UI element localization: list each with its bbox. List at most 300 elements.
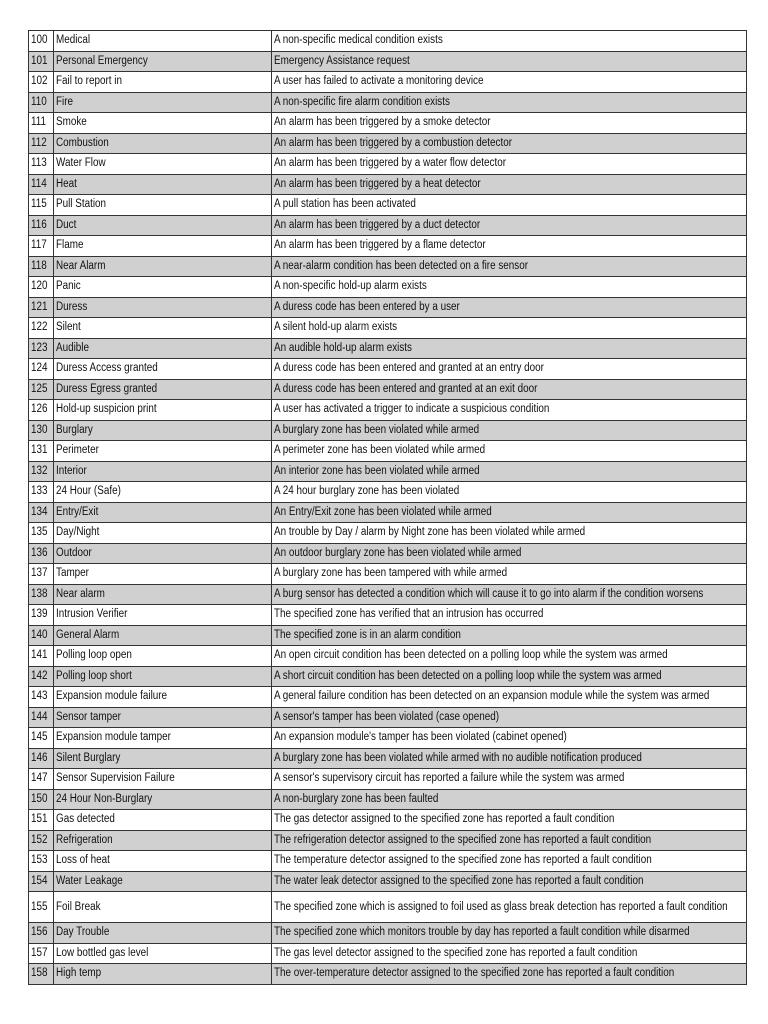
- table-row: [29, 830, 747, 851]
- description-cell: [272, 666, 747, 687]
- event-name-cell: [54, 923, 272, 944]
- event-name-cell: [54, 297, 272, 318]
- table-row: [29, 51, 747, 72]
- description-text: An alarm has been triggered by a water flow detector: [274, 157, 506, 170]
- table-row: [29, 964, 747, 985]
- code-cell: [29, 543, 54, 564]
- event-name-text: Panic: [56, 280, 81, 293]
- code-text: 143: [31, 690, 48, 703]
- event-name-text: Refrigeration: [56, 833, 113, 846]
- code-text: 142: [31, 669, 48, 682]
- description-cell: [272, 687, 747, 708]
- description-text: An audible hold-up alarm exists: [274, 341, 412, 354]
- code-cell: [29, 277, 54, 298]
- code-text: 145: [31, 731, 48, 744]
- event-name-cell: [54, 964, 272, 985]
- code-text: 157: [31, 946, 48, 959]
- description-cell: [272, 420, 747, 441]
- description-cell: [272, 256, 747, 277]
- code-cell: [29, 215, 54, 236]
- event-name-text: Smoke: [56, 116, 87, 129]
- event-name-text: Expansion module tamper: [56, 731, 171, 744]
- event-name-cell: [54, 646, 272, 667]
- description-text: An Entry/Exit zone has been violated while armed: [274, 505, 492, 518]
- code-cell: [29, 379, 54, 400]
- description-cell: [272, 789, 747, 810]
- event-name-cell: [54, 605, 272, 626]
- event-name-cell: [54, 256, 272, 277]
- table-row: [29, 318, 747, 339]
- code-text: 124: [31, 362, 48, 375]
- event-name-text: Burglary: [56, 423, 93, 436]
- table-row: [29, 379, 747, 400]
- table-row: [29, 584, 747, 605]
- code-cell: [29, 625, 54, 646]
- event-name-cell: [54, 461, 272, 482]
- description-text: An open circuit condition has been detected on a polling loop while the system was armed: [274, 649, 668, 662]
- code-text: 134: [31, 505, 48, 518]
- table-row: [29, 256, 747, 277]
- table-row: [29, 441, 747, 462]
- event-name-cell: [54, 400, 272, 421]
- description-cell: [272, 51, 747, 72]
- description-cell: [272, 830, 747, 851]
- description-text: The over-temperature detector assigned to the specified zone has reported a fault condition: [274, 967, 675, 980]
- code-cell: [29, 728, 54, 749]
- event-name-text: Day/Night: [56, 526, 100, 539]
- event-name-cell: [54, 769, 272, 790]
- table-row: [29, 923, 747, 944]
- description-cell: [272, 625, 747, 646]
- code-text: 101: [31, 54, 48, 67]
- code-text: 123: [31, 341, 48, 354]
- event-name-cell: [54, 789, 272, 810]
- code-cell: [29, 502, 54, 523]
- event-name-cell: [54, 154, 272, 175]
- event-name-text: 24 Hour Non-Burglary: [56, 792, 153, 805]
- code-text: 156: [31, 926, 48, 939]
- code-cell: [29, 584, 54, 605]
- code-cell: [29, 338, 54, 359]
- description-cell: [272, 461, 747, 482]
- code-text: 126: [31, 403, 48, 416]
- code-cell: [29, 666, 54, 687]
- description-cell: [272, 215, 747, 236]
- code-text: 114: [31, 177, 47, 190]
- code-cell: [29, 943, 54, 964]
- description-cell: [272, 113, 747, 134]
- code-text: 144: [31, 710, 48, 723]
- description-text: An alarm has been triggered by a heat detector: [274, 177, 481, 190]
- code-text: 122: [31, 321, 48, 334]
- table-row: [29, 625, 747, 646]
- event-name-cell: [54, 943, 272, 964]
- code-text: 113: [31, 157, 47, 170]
- code-cell: [29, 359, 54, 380]
- description-text: A pull station has been activated: [274, 198, 416, 211]
- code-cell: [29, 174, 54, 195]
- table-row: [29, 92, 747, 113]
- table-row: [29, 543, 747, 564]
- code-cell: [29, 72, 54, 93]
- description-cell: [272, 400, 747, 421]
- event-name-cell: [54, 359, 272, 380]
- event-name-text: Polling loop open: [56, 649, 132, 662]
- event-name-text: Outdoor: [56, 546, 92, 559]
- event-name-text: Fail to report in: [56, 75, 122, 88]
- event-name-cell: [54, 318, 272, 339]
- event-name-text: High temp: [56, 967, 102, 980]
- event-name-cell: [54, 482, 272, 503]
- description-text: A burg sensor has detected a condition which will cause it to go into alarm if the condition worsens: [274, 587, 704, 600]
- event-name-text: General Alarm: [56, 628, 120, 641]
- description-cell: [272, 964, 747, 985]
- code-cell: [29, 236, 54, 257]
- code-text: 110: [31, 95, 47, 108]
- event-name-cell: [54, 728, 272, 749]
- description-text: An outdoor burglary zone has been violated while armed: [274, 546, 522, 559]
- description-cell: [272, 769, 747, 790]
- description-text: A non-specific hold-up alarm exists: [274, 280, 427, 293]
- description-cell: [272, 728, 747, 749]
- code-text: 130: [31, 423, 48, 436]
- code-cell: [29, 461, 54, 482]
- table-row: [29, 174, 747, 195]
- code-text: 120: [31, 280, 48, 293]
- event-name-text: Duress: [56, 300, 88, 313]
- event-name-text: Heat: [56, 177, 77, 190]
- code-text: 112: [31, 136, 47, 149]
- code-text: 154: [31, 874, 48, 887]
- description-cell: [272, 318, 747, 339]
- description-text: The temperature detector assigned to the specified zone has reported a fault condition: [274, 854, 652, 867]
- description-cell: [272, 523, 747, 544]
- code-cell: [29, 420, 54, 441]
- code-text: 132: [31, 464, 48, 477]
- code-cell: [29, 195, 54, 216]
- table-row: [29, 72, 747, 93]
- event-name-text: Interior: [56, 464, 87, 477]
- code-cell: [29, 871, 54, 892]
- table-row: [29, 297, 747, 318]
- event-name-text: Fire: [56, 95, 74, 108]
- event-name-text: Near alarm: [56, 587, 105, 600]
- event-name-text: Tamper: [56, 567, 89, 580]
- description-text: A silent hold-up alarm exists: [274, 321, 398, 334]
- event-name-text: Loss of heat: [56, 854, 110, 867]
- event-name-text: 24 Hour (Safe): [56, 485, 121, 498]
- code-cell: [29, 297, 54, 318]
- description-text: A user has activated a trigger to indicate a suspicious condition: [274, 403, 550, 416]
- description-text: A non-specific fire alarm condition exists: [274, 95, 450, 108]
- event-name-text: Duct: [56, 218, 77, 231]
- code-cell: [29, 400, 54, 421]
- description-text: A 24 hour burglary zone has been violated: [274, 485, 460, 498]
- event-name-text: Sensor Supervision Failure: [56, 772, 175, 785]
- table-row: [29, 133, 747, 154]
- code-cell: [29, 31, 54, 52]
- event-name-text: Duress Egress granted: [56, 382, 158, 395]
- code-text: 125: [31, 382, 48, 395]
- description-text: A duress code has been entered and granted at an entry door: [274, 362, 544, 375]
- description-text: The water leak detector assigned to the specified zone has reported a fault condition: [274, 874, 644, 887]
- description-text: An alarm has been triggered by a flame detector: [274, 239, 486, 252]
- code-text: 115: [31, 198, 47, 211]
- description-cell: [272, 92, 747, 113]
- event-name-cell: [54, 892, 272, 923]
- code-text: 111: [31, 116, 47, 129]
- description-text: An alarm has been triggered by a duct detector: [274, 218, 481, 231]
- code-text: 147: [31, 772, 48, 785]
- description-text: An interior zone has been violated while armed: [274, 464, 480, 477]
- event-name-cell: [54, 810, 272, 831]
- description-cell: [272, 359, 747, 380]
- event-name-cell: [54, 420, 272, 441]
- code-cell: [29, 923, 54, 944]
- event-name-cell: [54, 31, 272, 52]
- table-row: [29, 154, 747, 175]
- table-row: [29, 789, 747, 810]
- table-row: [29, 359, 747, 380]
- table-row: [29, 236, 747, 257]
- event-name-cell: [54, 441, 272, 462]
- event-name-text: Hold-up suspicion print: [56, 403, 157, 416]
- event-name-cell: [54, 871, 272, 892]
- code-cell: [29, 523, 54, 544]
- table-row: [29, 461, 747, 482]
- event-name-text: Silent Burglary: [56, 751, 121, 764]
- event-name-text: Perimeter: [56, 444, 99, 457]
- description-text: A user has failed to activate a monitoring device: [274, 75, 484, 88]
- description-cell: [272, 923, 747, 944]
- description-text: The specified zone has verified that an intrusion has occurred: [274, 608, 544, 621]
- event-name-cell: [54, 851, 272, 872]
- description-text: An expansion module's tamper has been violated (cabinet opened): [274, 731, 567, 744]
- code-cell: [29, 113, 54, 134]
- code-cell: [29, 748, 54, 769]
- code-cell: [29, 707, 54, 728]
- code-cell: [29, 789, 54, 810]
- table-row: [29, 769, 747, 790]
- table-row: [29, 666, 747, 687]
- code-cell: [29, 892, 54, 923]
- description-cell: [272, 338, 747, 359]
- table-row: [29, 338, 747, 359]
- event-name-cell: [54, 379, 272, 400]
- event-name-cell: [54, 625, 272, 646]
- table-row: [29, 113, 747, 134]
- table-row: [29, 605, 747, 626]
- table-row: [29, 687, 747, 708]
- table-row: [29, 31, 747, 52]
- event-name-cell: [54, 133, 272, 154]
- event-name-text: Intrusion Verifier: [56, 608, 128, 621]
- description-cell: [272, 871, 747, 892]
- code-cell: [29, 605, 54, 626]
- alarm-code-table: [28, 30, 747, 985]
- event-name-cell: [54, 687, 272, 708]
- code-cell: [29, 851, 54, 872]
- event-name-text: Water Flow: [56, 157, 106, 170]
- description-text: A duress code has been entered and granted at an exit door: [274, 382, 538, 395]
- event-name-text: Sensor tamper: [56, 710, 121, 723]
- event-name-cell: [54, 277, 272, 298]
- code-cell: [29, 810, 54, 831]
- description-cell: [272, 133, 747, 154]
- event-name-cell: [54, 502, 272, 523]
- table-row: [29, 277, 747, 298]
- table-row: [29, 892, 747, 923]
- description-text: A sensor's tamper has been violated (case opened): [274, 710, 500, 723]
- table-row: [29, 646, 747, 667]
- description-text: A short circuit condition has been detected on a polling loop while the system was armed: [274, 669, 662, 682]
- table-row: [29, 564, 747, 585]
- description-text: A burglary zone has been violated while armed with no audible notification produced: [274, 751, 642, 764]
- description-text: An trouble by Day / alarm by Night zone has been violated while armed: [274, 526, 586, 539]
- event-name-text: Duress Access granted: [56, 362, 158, 375]
- event-name-cell: [54, 51, 272, 72]
- event-name-cell: [54, 543, 272, 564]
- code-cell: [29, 687, 54, 708]
- table-row: [29, 523, 747, 544]
- description-cell: [272, 646, 747, 667]
- description-text: A non-burglary zone has been faulted: [274, 792, 439, 805]
- code-cell: [29, 256, 54, 277]
- table-row: [29, 502, 747, 523]
- description-cell: [272, 379, 747, 400]
- description-text: A general failure condition has been detected on an expansion module while the system was armed: [274, 690, 710, 703]
- event-name-cell: [54, 564, 272, 585]
- code-text: 133: [31, 485, 48, 498]
- code-text: 153: [31, 854, 48, 867]
- event-name-cell: [54, 72, 272, 93]
- code-text: 135: [31, 526, 48, 539]
- code-text: 152: [31, 833, 48, 846]
- code-text: 138: [31, 587, 48, 600]
- code-text: 102: [31, 75, 48, 88]
- description-cell: [272, 707, 747, 728]
- code-text: 139: [31, 608, 48, 621]
- code-cell: [29, 564, 54, 585]
- description-text: An alarm has been triggered by a combustion detector: [274, 136, 513, 149]
- table-row: [29, 482, 747, 503]
- event-name-cell: [54, 584, 272, 605]
- code-text: 131: [31, 444, 48, 457]
- table-row: [29, 400, 747, 421]
- table-body: [29, 31, 747, 985]
- event-name-text: Near Alarm: [56, 259, 106, 272]
- code-text: 151: [31, 813, 48, 826]
- description-cell: [272, 892, 747, 923]
- description-cell: [272, 482, 747, 503]
- event-name-cell: [54, 523, 272, 544]
- code-cell: [29, 482, 54, 503]
- description-cell: [272, 584, 747, 605]
- table-row: [29, 943, 747, 964]
- code-cell: [29, 133, 54, 154]
- description-cell: [272, 297, 747, 318]
- table-row: [29, 871, 747, 892]
- code-text: 141: [31, 649, 48, 662]
- event-name-text: Expansion module failure: [56, 690, 168, 703]
- description-text: A sensor's supervisory circuit has reported a failure while the system was armed: [274, 772, 625, 785]
- description-cell: [272, 810, 747, 831]
- description-cell: [272, 502, 747, 523]
- table-row: [29, 810, 747, 831]
- description-text: A near-alarm condition has been detected on a fire sensor: [274, 259, 529, 272]
- code-cell: [29, 646, 54, 667]
- event-name-text: Audible: [56, 341, 90, 354]
- description-text: The refrigeration detector assigned to the specified zone has reported a fault condition: [274, 833, 652, 846]
- event-name-cell: [54, 174, 272, 195]
- description-text: An alarm has been triggered by a smoke detector: [274, 116, 491, 129]
- event-name-text: Foil Break: [56, 901, 101, 913]
- description-cell: [272, 154, 747, 175]
- description-text: The specified zone is in an alarm condition: [274, 628, 461, 641]
- table-row: [29, 851, 747, 872]
- event-name-text: Polling loop short: [56, 669, 132, 682]
- code-text: 116: [31, 218, 47, 231]
- code-cell: [29, 964, 54, 985]
- event-name-text: Water Leakage: [56, 874, 123, 887]
- code-cell: [29, 92, 54, 113]
- description-cell: [272, 31, 747, 52]
- code-text: 136: [31, 546, 48, 559]
- event-name-text: Flame: [56, 239, 84, 252]
- event-name-cell: [54, 236, 272, 257]
- event-name-text: Low bottled gas level: [56, 946, 149, 959]
- event-name-text: Pull Station: [56, 198, 107, 211]
- description-text: A non-specific medical condition exists: [274, 34, 443, 47]
- code-text: 118: [31, 259, 47, 272]
- event-name-text: Medical: [56, 34, 91, 47]
- code-cell: [29, 318, 54, 339]
- description-cell: [272, 277, 747, 298]
- event-name-cell: [54, 215, 272, 236]
- code-text: 146: [31, 751, 48, 764]
- table-row: [29, 707, 747, 728]
- table-row: [29, 195, 747, 216]
- description-cell: [272, 72, 747, 93]
- code-cell: [29, 830, 54, 851]
- description-text: A perimeter zone has been violated while armed: [274, 444, 486, 457]
- description-cell: [272, 543, 747, 564]
- description-text: The specified zone which is assigned to foil used as glass break detection has reported a fault condition: [274, 901, 728, 913]
- code-text: 158: [31, 967, 48, 980]
- description-text: A burglary zone has been tampered with while armed: [274, 567, 508, 580]
- event-name-text: Silent: [56, 321, 81, 334]
- event-name-text: Day Trouble: [56, 926, 110, 939]
- event-name-cell: [54, 113, 272, 134]
- code-cell: [29, 154, 54, 175]
- event-name-text: Combustion: [56, 136, 109, 149]
- code-text: 137: [31, 567, 48, 580]
- code-cell: [29, 51, 54, 72]
- description-text: Emergency Assistance request: [274, 54, 410, 67]
- event-name-text: Entry/Exit: [56, 505, 99, 518]
- event-name-text: Gas detected: [56, 813, 115, 826]
- description-cell: [272, 174, 747, 195]
- event-name-cell: [54, 830, 272, 851]
- event-name-cell: [54, 338, 272, 359]
- event-name-text: Personal Emergency: [56, 54, 148, 67]
- event-name-cell: [54, 666, 272, 687]
- description-cell: [272, 564, 747, 585]
- table-row: [29, 420, 747, 441]
- description-cell: [272, 441, 747, 462]
- description-cell: [272, 943, 747, 964]
- code-text: 100: [31, 34, 48, 47]
